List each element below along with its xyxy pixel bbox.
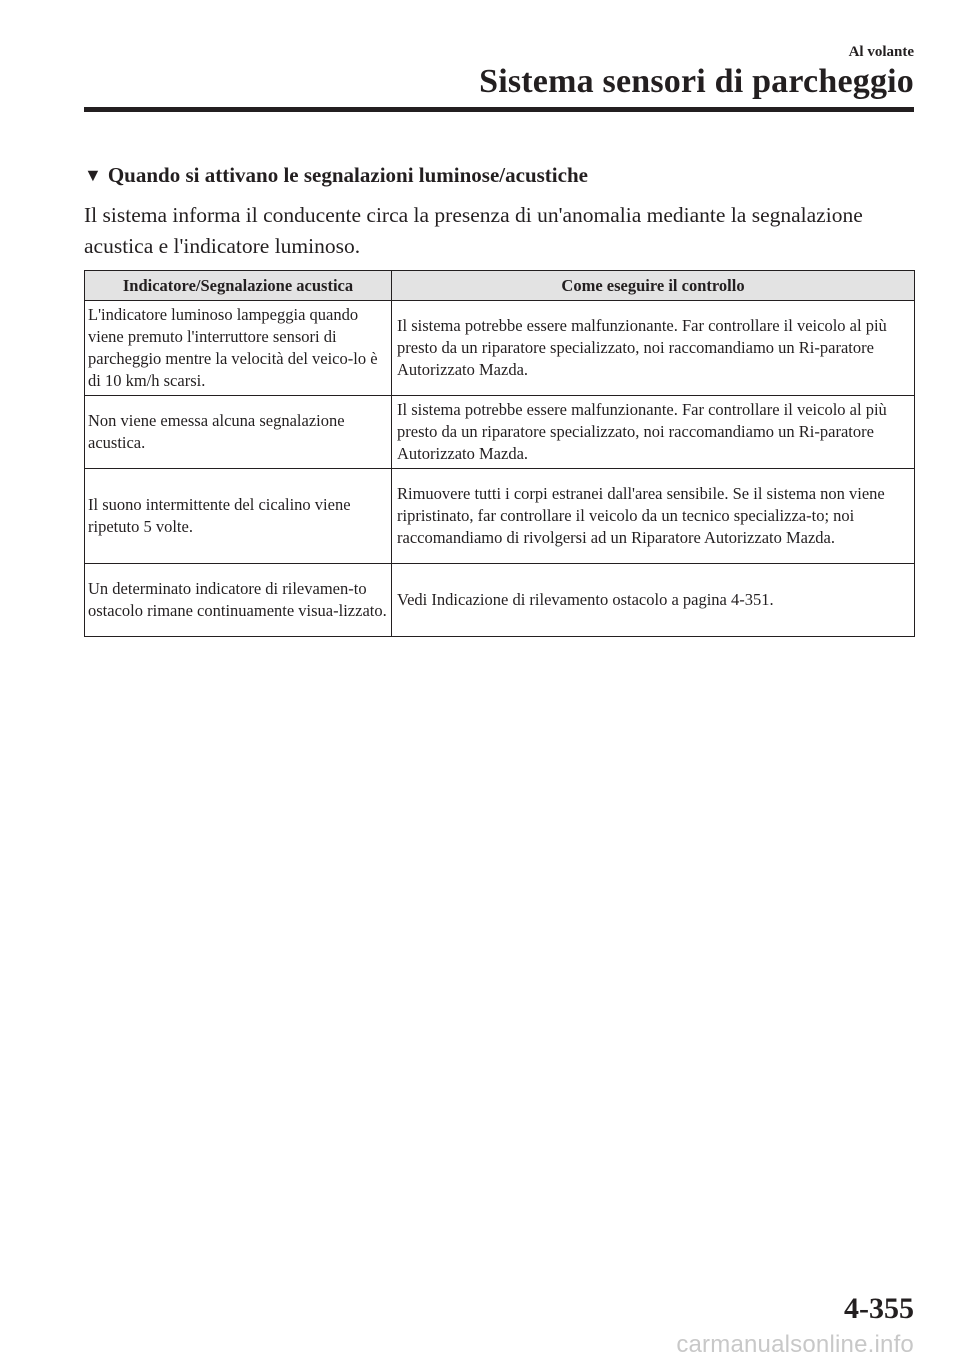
triangle-marker-icon: ▼ [84, 165, 102, 185]
watermark-link[interactable]: carmanualsonline.info [676, 1331, 914, 1358]
cell-indicator: Un determinato indicatore di rilevamen-to ostacolo rimane continuamente visua-lizzato. [85, 564, 392, 637]
table-row [85, 301, 915, 396]
section-heading [84, 161, 588, 190]
header-rule [84, 107, 914, 112]
column-header-check: Come eseguire il controllo [392, 271, 915, 301]
chapter-title: Sistema sensori di parcheggio [479, 63, 914, 100]
running-head: Al volante [848, 44, 914, 60]
page-number: 4-355 [844, 1292, 914, 1325]
table-header-row [85, 271, 915, 301]
cell-check: Il sistema potrebbe essere malfunzionante. Far controllare il veicolo al più presto da un riparatore specializzato, noi raccomandiamo un Ri-paratore Autorizzato Mazda. [392, 301, 915, 396]
table-row [85, 396, 915, 469]
column-header-indicator: Indicatore/Segnalazione acustica [85, 271, 392, 301]
intro-paragraph: Il sistema informa il conducente circa la presenza di un'anomalia mediante la segnalazione acustica e l'indicatore luminoso. [84, 203, 863, 258]
table-row [85, 469, 915, 564]
troubleshooting-table [84, 270, 915, 637]
cell-indicator: Il suono intermittente del cicalino viene ripetuto 5 volte. [85, 469, 392, 564]
cell-indicator: Non viene emessa alcuna segnalazione acustica. [85, 396, 392, 469]
cell-indicator: L'indicatore luminoso lampeggia quando viene premuto l'interruttore sensori di parcheggio mentre la velocità del veico-lo è di 10 km/h scarsi. [85, 301, 392, 396]
table-row [85, 564, 915, 637]
cell-check: Rimuovere tutti i corpi estranei dall'area sensibile. Se il sistema non viene ripristinato, far controllare il veicolo da un tecnico specializza-to; noi raccomandiamo di rivolgersi ad un Riparatore Autorizzato Mazda. [392, 469, 915, 564]
cell-check: Il sistema potrebbe essere malfunzionante. Far controllare il veicolo al più presto da un riparatore specializzato, noi raccomandiamo un Ri-paratore Autorizzato Mazda. [392, 396, 915, 469]
cell-check: Vedi Indicazione di rilevamento ostacolo a pagina 4-351. [392, 564, 915, 637]
section-heading-text: Quando si attivano le segnalazioni luminose/acustiche [107, 163, 588, 187]
